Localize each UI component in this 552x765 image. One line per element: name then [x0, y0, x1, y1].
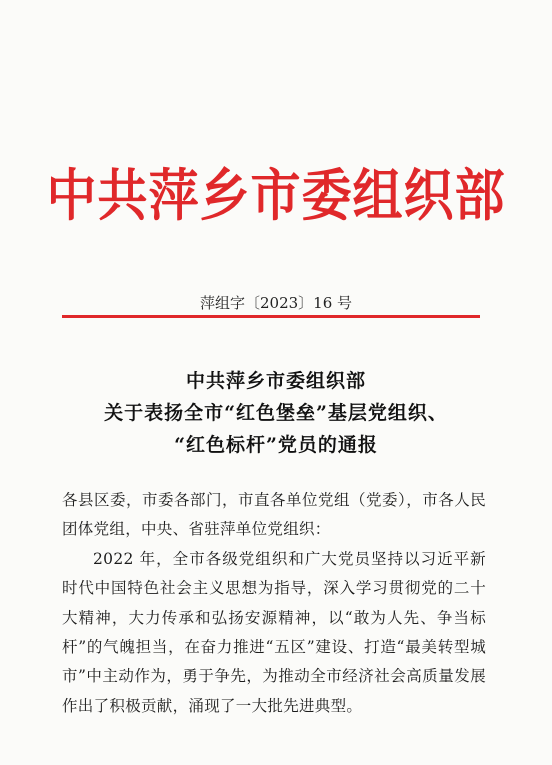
salutation: 各县区委，市委各部门，市直各单位党组（党委），市各人民团体党组，中央、省驻萍单位党组织：	[62, 491, 486, 539]
masthead-title: 中共萍乡市委组织部	[46, 162, 506, 229]
body-paragraph: 2022 年，全市各级党组织和广大党员坚持以习近平新时代中国特色社会主义思想为指导，深入学习贯彻党的二十大精神，大力传承和弘扬安源精神，以“敢为人先、争当标杆”的气魄担当，在奋力推进“五区”建设、打造“最美转型城市”中主动作为，勇于争先，为推动全市经济社会高质量发展作出了积极贡献，涌现了一大批先进典型。	[62, 549, 486, 715]
notice-title-line-2: 关于表扬全市“红色堡垒”基层党组织、	[104, 402, 448, 424]
notice-title-line-1: 中共萍乡市委组织部	[185, 370, 366, 392]
notice-title-line-3: “红色标杆”党员的通报	[174, 434, 378, 456]
document-number: 萍组字〔2023〕16 号	[199, 294, 353, 312]
document-body	[62, 486, 486, 721]
red-divider-line	[62, 315, 480, 318]
